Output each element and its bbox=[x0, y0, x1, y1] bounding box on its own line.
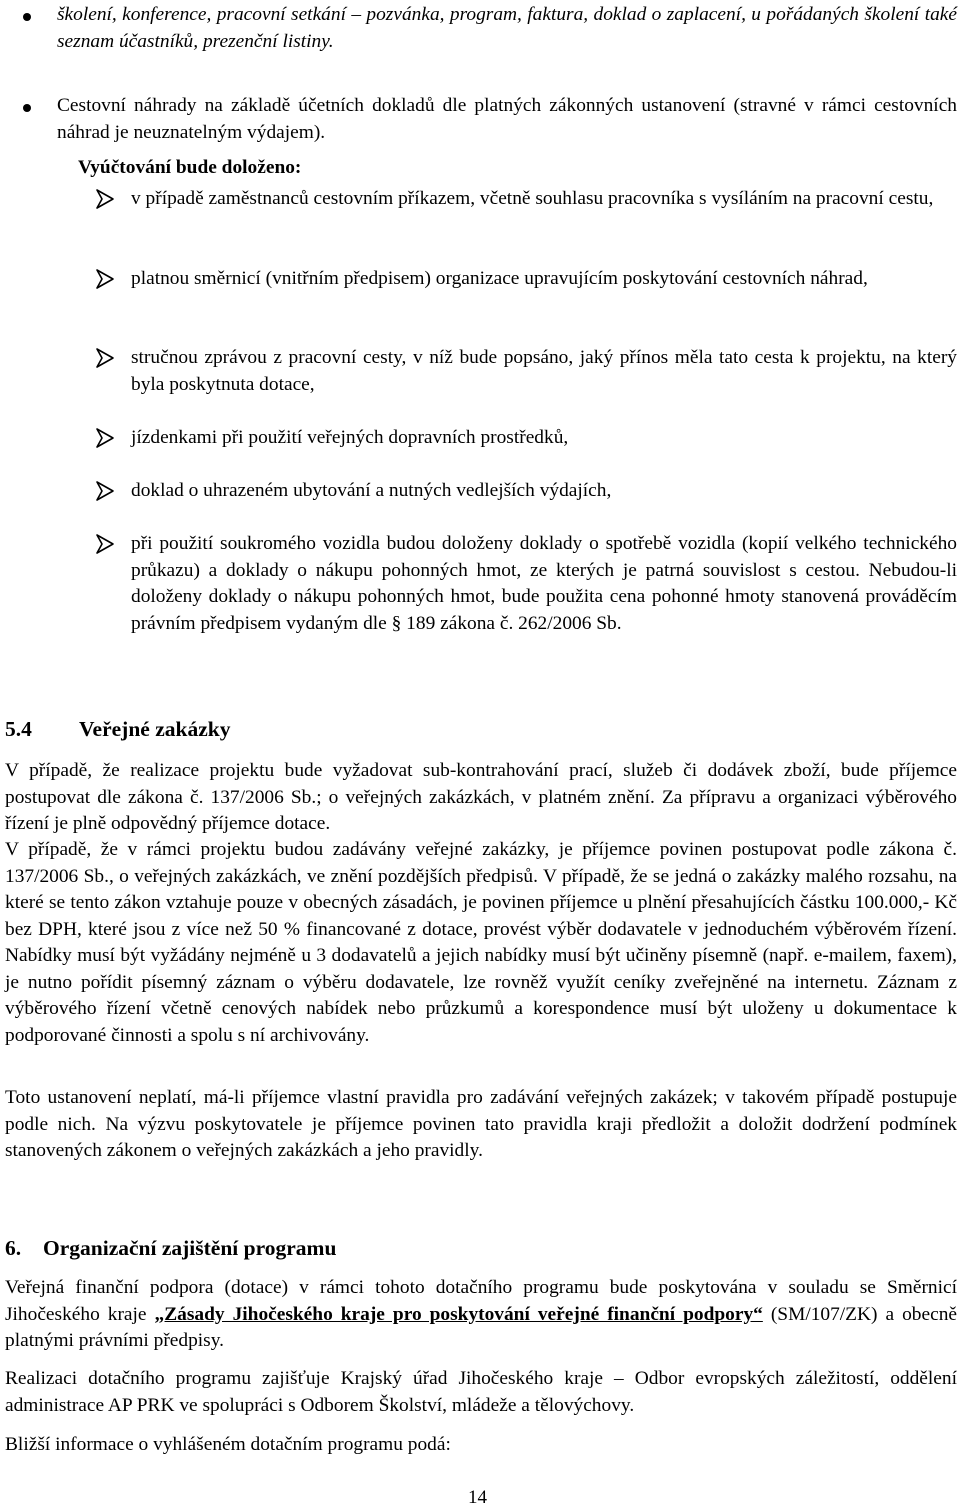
arrow-list-item bbox=[131, 345, 957, 398]
arrow-bullet-icon bbox=[95, 268, 115, 290]
bullet-icon bbox=[23, 13, 31, 21]
arrow-bullet-icon bbox=[95, 427, 115, 449]
arrow-item-text: stručnou zprávou z pracovní cesty, v níž bude popsáno, jaký přínos měla tato cesta k projektu, na který byla poskytnuta dotace, bbox=[131, 347, 957, 395]
page-number: 14 bbox=[468, 1487, 487, 1508]
settlement-heading: Vyúčtování bude doloženo: bbox=[78, 157, 302, 178]
paragraph: Realizaci dotačního programu zajišťuje Krajský úřad Jihočeského kraje – Odbor evropských záležitostí, oddělení administrace AP PRK ve spolupráci s Odborem Školství, mládeže a tělovýchovy. bbox=[5, 1368, 957, 1416]
arrow-list-item bbox=[131, 425, 957, 452]
arrow-bullet-icon bbox=[95, 188, 115, 210]
arrow-item-text: v případě zaměstnanců cestovním příkazem, včetně souhlasu pracovníka s vysíláním na pracovní cestu, bbox=[131, 188, 934, 209]
paragraph: V případě, že realizace projektu bude vyžadovat sub-kontrahování prací, služeb či dodávek zboží, bude příjemce postupovat dle zákona č. 137/2006 Sb.; o veřejných zakázkách, v platném znění. Za přípravu a organizaci výběrového řízení je plně odpovědný příjemce dotace. bbox=[5, 760, 957, 834]
arrow-bullet-icon bbox=[95, 533, 115, 555]
arrow-bullet-icon bbox=[95, 480, 115, 502]
bullet-item-training bbox=[57, 2, 957, 55]
paragraph: V případě, že v rámci projektu budou zadávány veřejné zakázky, je příjemce povinen postupovat podle zákona č. 137/2006 Sb., o veřejných zakázkách, ve znění pozdějších předpisů. V případě, že se jedná o zakázky malého rozsahu, na které se tento zákon vztahuje pouze v obecných zásadách, je povinen příjemce u plnění přesahujících částku 100.000,- Kč bez DPH, které jsou z více než 50 % financované z dotace, provést výběr dodavatele v jednoduchém výběrovém řízení. Nabídky musí být vyžádány nejméně u 3 dodavatelů a jejich nabídky musí být učiněny písemně (např. e-mailem, faxem), je nutno pořídit písemný záznam o výběru dodavatele, lze rovněž využít ceníky zveřejněné na internetu. Záznam z výběrového řízení včetně cenových nabídek nebo průzkumů a korespondence musí být uloženy u dokumentace k podporované činnosti a spolu s ní archivovány. bbox=[5, 839, 957, 1046]
paragraph: Bližší informace o vyhlášeném dotačním programu podá: bbox=[5, 1434, 451, 1455]
section-number: 6. bbox=[5, 1236, 22, 1260]
paragraph: Veřejná finanční podpora (dotace) v rámci tohoto dotačního programu bude poskytována v souladu se Směrnicí Jihočeského kraje „Zásady Jihočeského kraje pro poskytování veřejné finanční podpory“ (SM/107/ZK) a obecně platnými právními předpisy. bbox=[5, 1277, 957, 1351]
arrow-list-item bbox=[131, 478, 957, 505]
arrow-item-text: doklad o uhrazeném ubytování a nutných vedlejších výdajích, bbox=[131, 480, 612, 501]
bullet-text: školení, konference, pracovní setkání – pozvánka, program, faktura, doklad o zaplacení, u pořádaných školení také seznam účastníků, prezenční listiny. bbox=[57, 4, 957, 52]
section-heading-6 bbox=[5, 1235, 336, 1262]
bullet-item-travel bbox=[57, 93, 957, 146]
section-title: Veřejné zakázky bbox=[79, 717, 231, 741]
bullet-text: Cestovní náhrady na základě účetních dokladů dle platných zákonných ustanovení (stravné v rámci cestovních náhrad je neuznatelným výdajem). bbox=[57, 95, 957, 143]
arrow-list-item bbox=[131, 186, 957, 213]
arrow-item-text: platnou směrnicí (vnitřním předpisem) organizace upravujícím poskytování cestovních náhrad, bbox=[131, 268, 868, 289]
directive-title: „Zásady Jihočeského kraje pro poskytování veřejné finanční podpory“ bbox=[154, 1303, 763, 1325]
arrow-bullet-icon bbox=[95, 347, 115, 369]
paragraph: Toto ustanovení neplatí, má-li příjemce vlastní pravidla pro zadávání veřejných zakázek; v takovém případě postupuje podle nich. Na výzvu poskytovatele je příjemce povinen tato pravidla kraji předložit a doložit dodržení podmínek stanovených zákonem o veřejných zakázkách a jeho pravidly. bbox=[5, 1087, 957, 1161]
arrow-list-item bbox=[131, 531, 957, 637]
arrow-item-text: při použití soukromého vozidla budou doloženy doklady o spotřebě vozidla (kopií velkého technického průkazu) a doklady o nákupu pohonných hmot, ze kterých je patrná souvislost s cestou. Nebudou-li doloženy doklady o nákupu pohonných hmot, bude použita cena pohonné hmoty stanovená prováděcím právním předpisem vydaným dle § 189 zákona č. 262/2006 Sb. bbox=[131, 533, 957, 634]
arrow-list-item bbox=[131, 266, 957, 293]
section-number: 5.4 bbox=[5, 717, 32, 741]
arrow-item-text: jízdenkami při použití veřejných dopravních prostředků, bbox=[131, 427, 569, 448]
section-heading-5-4 bbox=[5, 716, 230, 743]
bullet-icon bbox=[23, 104, 31, 112]
section-title: Organizační zajištění programu bbox=[43, 1236, 337, 1260]
